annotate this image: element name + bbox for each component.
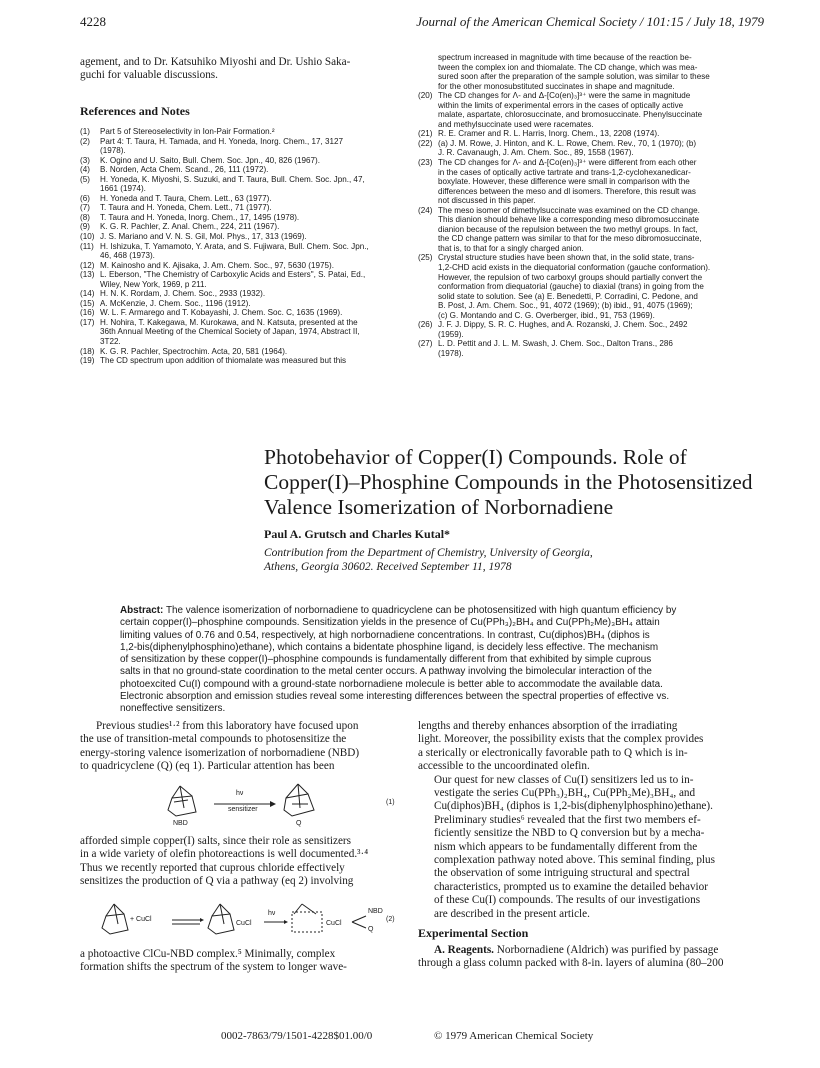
title-line: Copper(I)–Phosphine Compounds in the Photosensitized [264,470,753,494]
reference-item [80,289,410,299]
abstract-line: Electronic absorption and emission studies reveal some interesting differences between the spectral properties of effective vs. [120,691,670,703]
reference-line: tween the complex ion and thiomalate. The CD change, which was mea- [438,62,698,72]
reference-line: B. Post, J. Am. Chem. Soc., 91, 4072 (1969); (b) ibid., 91, 4075 (1969); [438,301,693,311]
reference-line: H. N. K. Rordam, J. Chem. Soc., 2933 (1932). [100,289,266,299]
abstract-label: Abstract: [120,605,164,616]
reference-line: Part 5 of Stereoselectivity in Ion-Pair Formation.² [100,127,275,136]
reference-line: spectrum increased in magnitude with time because of the reaction be- [438,53,692,62]
body-left-column-2 [80,835,402,889]
reference-line: boxylate. However, these difference were small in comparison with the [438,177,690,187]
reference-line: T. Taura and H. Yoneda, Chem. Lett., 71 (1977). [100,203,272,213]
text-line: Our quest for new classes of Cu(I) sensitizers led us to in- [434,773,694,786]
text-line [418,944,766,957]
ack-line: guchi for valuable discussions. [80,69,218,82]
text-line: energy-storing valence isomerization of norbornadiene (NBD) [80,746,360,759]
ack-line: agement, and to Dr. Katsuhiko Miyoshi and Dr. Ushio Saka- [80,56,351,68]
intro-paragraph [80,720,402,774]
text-line: Previous studies¹·² from this laboratory have focused upon [96,720,359,732]
reference-number: (25) [418,253,433,263]
reference-line: the CD change pattern was similar to that for the meso dibromosuccinate, [438,234,702,244]
reference-line: W. L. F. Armarego and T. Kobayashi, J. Chem. Soc. C, 1635 (1969). [100,308,343,318]
reference-item [80,222,410,232]
reference-line: not discussed in this paper. [438,196,536,206]
eq1-sensitizer: sensitizer [228,806,258,813]
reference-line: The CD spectrum upon addition of thiomalate was measured but this [100,356,347,366]
reference-number: (23) [418,158,433,168]
reference-item [80,347,410,357]
abstract-line: of sensitization by these copper(I)–phosphine compounds is fundamentally different from that exhibited by simple cuprous [120,654,652,666]
affiliation-line: Contribution from the Department of Chemistry, University of Georgia, [264,547,593,559]
reference-line: J. F. J. Dippy, S. R. C. Hughes, and A. Rozanski, J. Chem. Soc., 2492 [438,320,688,330]
abstract-text: The valence isomerization of norbornadiene to quadricyclene can be photosensitized with high quantum efficiency by [165,605,677,616]
reference-line: K. Ogino and U. Saito, Bull. Chem. Soc. Jpn., 40, 826 (1967). [100,155,321,165]
reference-number: (13) [80,270,95,280]
equation-1 [80,778,402,832]
reference-line: H. Nohira, T. Kakegawa, M. Kurokawa, and N. Katsuta, presented at the [100,317,358,327]
reference-line: dianion because of the repulsion between the two methyl groups. In fact, [438,224,698,234]
abstract [120,605,768,716]
paragraph [418,774,766,921]
reference-item [418,91,763,129]
reference-item [80,156,410,166]
equation-1-structure-icon [80,778,402,832]
reagents-paragraph [418,944,766,971]
reference-line: H. Yoneda, K. Miyoshi, S. Suzuki, and T. Taura, Bull. Chem. Soc. Jpn., 47, [100,174,365,184]
paragraph [80,835,402,889]
reference-line: 46, 468 (1973). [100,251,155,261]
reference-number: (7) [80,203,90,213]
text-line: formation shifts the spectrum of the system to longer wave- [80,961,347,974]
text-line: a photoactive ClCu-NBD complex.⁵ Minimally, complex [80,948,336,960]
reference-number: (8) [80,212,90,222]
text-line: of these Cu(I) compounds. The results of our investigations [434,894,701,907]
reference-number: (4) [80,165,90,175]
reference-line: (1978). [100,146,126,156]
reference-item [418,158,763,206]
eq1-number: (1) [386,799,395,806]
reference-item [80,299,410,309]
abstract-line: certain copper(I)–phosphine compounds. Sensitization yields in the presence of Cu(PPh₃)₂BH₄ and Cu(PPh₂Me)₃BH₄ attain [120,617,660,629]
eq2-plus-cucl: + CuCl [130,916,152,923]
acknowledgement [80,56,402,83]
eq2-cucl-2: CuCl [326,920,342,927]
reference-line: J. S. Mariano and V. N. S. Gil, Mol. Phys., 17, 313 (1969). [100,232,307,242]
reference-line: 36th Annual Meeting of the Chemical Society of Japan, 1974, Abstract II, [100,327,360,337]
reference-number: (22) [418,138,433,148]
reference-number: (14) [80,289,95,299]
reference-item [80,175,410,194]
reference-line: 1,2-CHD acid exists in the diequatorial conformation (gauche conformation). [438,263,711,273]
reference-item [418,139,763,158]
reference-line: conformation from diequatorial (gauche) to diaxial (trans) in going from the [438,282,704,292]
reference-number: (18) [80,346,95,356]
reference-number: (24) [418,205,433,215]
text-line: characteristics, prompted us to examine the detailed behavior [434,880,708,893]
reference-line: A. McKenzie, J. Chem. Soc., 1196 (1912). [100,298,251,308]
body-right-column [418,720,766,970]
eq1-label-nbd: NBD [173,820,188,827]
reference-item [418,253,763,320]
reference-item [80,261,410,271]
paragraph [80,948,402,975]
text-line: sensitizes the production of Q via a pathway (eq 2) involving [80,875,354,888]
reference-line: M. Kainosho and K. Ajisaka, J. Am. Chem. Soc., 97, 5630 (1975). [100,260,334,270]
reference-item [80,242,410,261]
reference-line: R. E. Cramer and R. L. Harris, Inorg. Chem., 13, 2208 (1974). [438,129,660,139]
reference-line: K. G. R. Pachler, Z. Anal. Chem., 224, 211 (1967). [100,222,280,232]
text-line: vestigate the series Cu(PPh₃)₂BH₄, Cu(PPh₂Me)₃BH₄, and [434,787,696,800]
text-line: to quadricyclene (Q) (eq 1). Particular attention has been [80,760,335,773]
reference-item [80,308,410,318]
reference-line: Crystal structure studies have been shown that, in the solid state, trans- [438,253,695,263]
reference-line: H. Ishizuka, T. Yamamoto, Y. Arata, and S. Fujiwara, Bull. Chem. Soc. Jpn., [100,241,369,251]
eq2-hv: hν [268,910,276,917]
reference-number: (16) [80,308,95,318]
text-line: the use of transition-metal compounds to photosensitize the [80,733,347,746]
abstract-line: photoexcited Cu(I) compound with a ground-state norbornadiene molecule is better able to accommodate the available data. [120,678,663,690]
abstract-line: noneffective sensitizers. [120,703,226,715]
reference-item [418,53,763,91]
reference-line: Wiley, New York, 1969, p 211. [100,279,207,289]
reference-line: (a) J. M. Rowe, J. Hinton, and K. L. Rowe, Chem. Rev., 70, 1 (1970); (b) [438,138,697,148]
reference-line: Part 4: T. Taura, H. Tamada, and H. Yoneda, Inorg. Chem., 17, 3127 [100,136,343,146]
reference-number: (5) [80,174,90,184]
text-line: nism which appears to be fundamentally different from the [434,840,698,853]
abstract-line: salts in that no ground-state coordination to the metal center occurs. A pathway involving the bimolecular interaction of the [120,666,652,678]
reference-item [418,320,763,339]
text-line: a sterically or electronically favorable path to Q which is in- [418,746,688,759]
reference-line: However, the repulsion of two carboxyl groups should partially convert the [438,272,703,282]
text-line: in a wide variety of olefin photoreactions is well documented.³·⁴ [80,848,369,861]
text-line: afforded simple copper(I) salts, since their role as sensitizers [80,835,351,847]
reference-number: (11) [80,241,94,251]
footer-code: 0002-7863/79/1501-4228$01.00/0 [221,1030,373,1042]
reference-line: in the cases of optically active tartrate and trans-1,2-cyclohexanedicar- [438,167,691,177]
text-line: are described in the present article. [434,907,590,920]
eq2-number: (2) [386,916,395,923]
references-heading: References and Notes [80,104,190,118]
reference-line: for the other monosubstituted succinates in shape and magnitude. [438,81,675,91]
abstract-line: 1,2-bis(diphenylphosphino)ethane), which contains a bidentate phosphine ligand, is decidely less effective. The mechanism [120,641,659,653]
experimental-heading: Experimental Section [418,926,529,941]
reference-number: (12) [80,260,95,270]
affiliation [264,546,593,574]
reference-item [80,270,410,289]
reference-number: (6) [80,193,90,203]
body-left-column-3 [80,948,402,975]
reference-number: (21) [418,129,433,139]
reference-item [80,137,410,156]
reagents-text: Norbornadiene (Aldrich) was purified by passage [496,943,719,956]
reference-item [80,127,410,137]
text-line: ficiently sensitize the NBD to Q conversion but by a mecha- [434,827,705,840]
abstract-line [120,605,768,617]
reference-number: (27) [418,339,433,349]
reference-line: L. D. Pettit and J. L. M. Swash, J. Chem. Soc., Dalton Trans., 286 [438,339,673,349]
reference-number: (15) [80,298,95,308]
reference-line: K. G. R. Pachler, Spectrochim. Acta, 20, 581 (1964). [100,346,288,356]
reference-item [80,356,410,366]
reference-number: (20) [418,91,433,101]
text-line: Cu(diphos)BH₄ (diphos is 1,2-bis(diphenylphosphino)ethane). [434,800,713,813]
reference-item [418,339,763,358]
reference-line: (1978). [438,348,464,358]
reference-line: within the limits of experimental errors in the cases of optically active [438,100,684,110]
text-line: lengths and thereby enhances absorption of the irradiating [418,720,678,732]
references-right-column [418,53,763,359]
title-line: Valence Isomerization of Norbornadiene [264,495,614,519]
reference-line: 1661 (1974). [100,184,146,194]
reference-number: (10) [80,232,95,242]
page-number: 4228 [80,14,106,29]
reference-number: (2) [80,136,90,146]
reference-item [80,232,410,242]
reference-line: solid state to solution. See (a) E. Benedetti, P. Corradini, C. Pedone, and [438,291,698,301]
text-line: Thus we recently reported that cuprous chloride effectively [80,861,345,874]
reference-line: (1959). [438,329,464,339]
reference-line: (c) G. Montando and C. G. Overberger, ibid., 91, 753 (1969). [438,310,655,320]
reference-item [80,165,410,175]
journal-header: Journal of the American Chemical Society / 101:15 / July 18, 1979 [416,14,764,29]
reference-line: malate, aspartate, chlorosuccinate, and bromosuccinate. Phenylsuccinate [438,110,703,120]
authors: Paul A. Grutsch and Charles Kutal* [264,527,451,541]
eq2-q: Q [368,926,374,933]
reference-line: The CD changes for Λ- and Δ-[Co(en)₃]³⁺ were different from each other [438,158,697,168]
reference-line: B. Norden, Acta Chem. Scand., 26, 111 (1972). [100,165,269,175]
reference-number: (9) [80,222,90,232]
eq2-cucl-1: CuCl [236,920,252,927]
footer-copyright: © 1979 American Chemical Society [434,1030,594,1042]
reference-item [80,318,410,347]
reference-line: H. Yoneda and T. Taura, Chem. Lett., 63 (1977). [100,193,272,203]
abstract-line: limiting values of 0.76 and 0.54, respectively, at high norbornadiene concentrations. In contrast, Cu(diphos)BH₄ (diphos is [120,629,650,641]
article-title [264,445,784,520]
equation-2 [80,892,402,948]
reference-number: (1) [80,127,90,136]
text-line: Preliminary studies⁶ revealed that the first two members ef- [434,813,701,826]
reference-item [80,194,410,204]
eq1-label-q: Q [296,820,302,827]
paragraph [418,720,766,774]
reference-number: (17) [80,317,95,327]
text-line: light. Moreover, the possibility exists that the complex provides [418,733,704,746]
reference-line: T. Taura and H. Yoneda, Inorg. Chem., 17, 1495 (1978). [100,212,300,222]
text-line: accessible to the uncoordinated olefin. [418,760,590,773]
reference-item [418,129,763,139]
text-line: complexation pathway noted above. This seminal finding, plus [434,854,715,867]
affiliation-line: Athens, Georgia 30602. Received September 11, 1978 [264,561,512,573]
reference-line: sured soon after the preparation of the sample solution, was similar to these [438,72,710,82]
reference-line: and methylsuccinate used were racemates. [438,119,594,129]
reference-line: 3T22. [100,337,121,347]
reference-number: (26) [418,320,433,330]
reference-number: (19) [80,356,95,366]
eq1-hv: hν [236,790,244,797]
reference-line: J. R. Cavanaugh, J. Am. Chem. Soc., 89, 1558 (1967). [438,148,634,158]
text-line: through a glass column packed with 8-in. layers of alumina (80–200 [418,956,724,969]
text-line: the observation of some intriguing structural and spectral [434,867,690,880]
reference-line: This dianion should behave like a corresponding meso dibromosuccinate [438,215,699,225]
reference-number: (3) [80,155,90,165]
reference-line: The meso isomer of dimethylsuccinate was examined on the CD change. [438,205,700,215]
reference-line: that is, to that for a singly charged anion. [438,243,584,253]
reference-item [80,213,410,223]
reference-item [418,206,763,254]
reagents-label: A. Reagents. [434,943,494,956]
reference-line: The CD changes for Λ- and Δ-[Co(en)₃]³⁺ were the same in magnitude [438,91,691,101]
body-left-column [80,720,402,774]
reference-line: differences between the meso and dl isomers. Therefore, this result was [438,186,696,196]
title-line: Photobehavior of Copper(I) Compounds. Role of [264,445,687,469]
references-left-column [80,127,410,366]
reference-item [80,203,410,213]
reference-line: L. Eberson, "The Chemistry of Carboxylic Acids and Esters", S. Patai, Ed., [100,270,366,280]
eq2-nbd: NBD [368,908,383,915]
